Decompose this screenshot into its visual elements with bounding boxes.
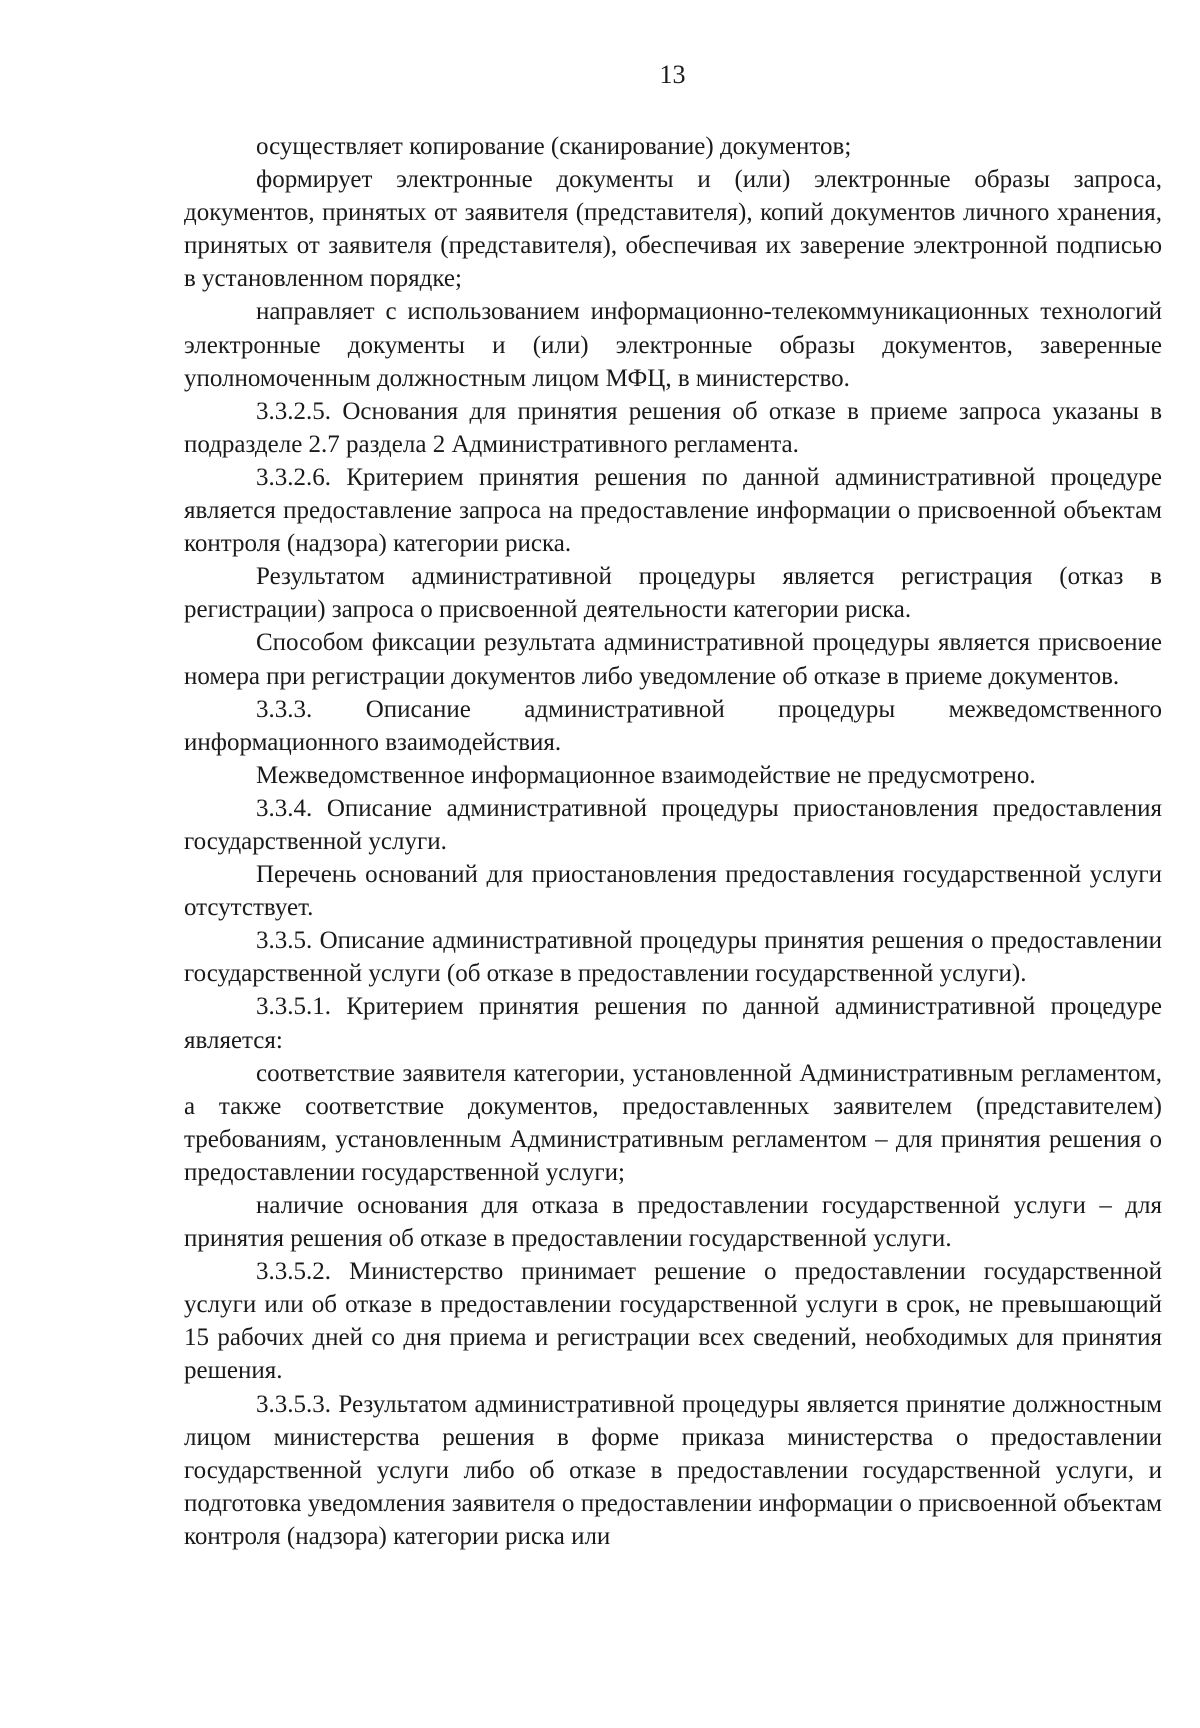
paragraph-sends-to-ministry: направляет с использованием информационно-телекоммуникационных технологий электронные документы и (или) электронные образы документов, заверенные уполномоченным должностным лицом МФЦ, в министерство. xyxy=(184,298,1162,392)
paragraph-criteria-compliance: соответствие заявителя категории, установленной Административным регламентом, а также соответствие документов, предоставленных заявителем (представителем) требованиям, установленным Административным регламентом – для принятия решения о предоставлении государственной услуги; xyxy=(184,1059,1162,1186)
paragraph-3-3-5-3: 3.3.5.3. Результатом административной процедуры является принятие должностным лицом министерства решения в форме приказа министерства о предоставлении государственной услуги либо об отказе в предоставлении государственной услуги, и подготовка уведомления заявителя о предоставлении информации о присвоенной объектам контроля (надзора) категории риска или xyxy=(184,1390,1162,1550)
paragraph-3-3-4: 3.3.4. Описание административной процедуры приостановления предоставления государственной услуги. xyxy=(184,794,1162,855)
paragraph-3-3-5-2: 3.3.5.2. Министерство принимает решение о предоставлении государственной услуги или об отказе в предоставлении государственной услуги в срок, не превышающий 15 рабочих дней со дня приема и регистрации всех сведений, необходимых для принятия решения. xyxy=(184,1258,1162,1385)
paragraph-interagency-not-provided: Межведомственное информационное взаимодействие не предусмотрено. xyxy=(256,761,1036,789)
paragraph-electronic-docs: формирует электронные документы и (или) электронные образы запроса, документов, принятых от заявителя (представителя), копий документов личного хранения, принятых от заявителя (представителя), обеспечивая их заверение электронной подписью в установленном порядке; xyxy=(184,166,1162,293)
paragraph-3-3-5: 3.3.5. Описание административной процедуры принятия решения о предоставлении государственной услуги (об отказе в предоставлении государственной услуги). xyxy=(184,927,1162,988)
page-number: 13 xyxy=(659,60,686,89)
paragraph-3-3-3: 3.3.3. Описание административной процедуры межведомственного информационного взаимодействия. xyxy=(184,695,1162,756)
paragraph-fixation-method: Способом фиксации результата административной процедуры является присвоение номера при регистрации документов либо уведомление об отказе в приеме документов. xyxy=(184,629,1162,690)
paragraph-3-3-2-6: 3.3.2.6. Критерием принятия решения по данной административной процедуре является предоставление запроса на предоставление информации о присвоенной объектам контроля (надзора) категории риска. xyxy=(184,463,1162,558)
paragraph-result-registration: Результатом административной процедуры является регистрация (отказ в регистрации) запроса о присвоенной деятельности категории риска. xyxy=(184,563,1162,624)
paragraph-criteria-refusal: наличие основания для отказа в предоставлении государственной услуги – для принятия решения об отказе в предоставлении государственной услуги. xyxy=(184,1192,1162,1253)
paragraph-3-3-5-1: 3.3.5.1. Критерием принятия решения по данной административной процедуре является: xyxy=(184,993,1162,1054)
paragraph-suspension-grounds: Перечень оснований для приостановления предоставления государственной услуги отсутствует. xyxy=(184,861,1162,922)
paragraph-3-3-2-5: 3.3.2.5. Основания для принятия решения об отказе в приеме запроса указаны в подразделе 2.7 раздела 2 Административного регламента. xyxy=(184,397,1162,458)
document-body xyxy=(184,130,1162,1553)
paragraph-copying: осуществляет копирование (сканирование) документов; xyxy=(256,133,852,160)
